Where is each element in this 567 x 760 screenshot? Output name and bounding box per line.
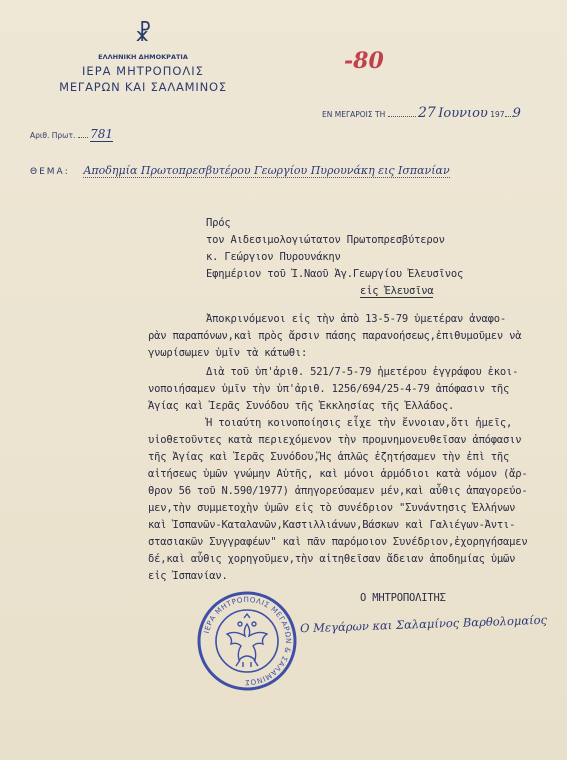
protocol-label: Αριθ. Πρωτ.	[30, 131, 76, 140]
body-line: Διὰ τοῦ ὑπ'ἀριθ. 521/7-5-79 ἡμετέρου ἐγγράφου ἐκοι-	[206, 366, 519, 378]
recipient-line: τον Αιδεσιμολογιώτατον Πρωτοπρεσβύτερον	[206, 234, 445, 246]
subject-label: ΘΕΜΑ:	[30, 167, 70, 177]
subject-text: Αποδημία Πρωτοπρεσβυτέρου Γεωργίου Πυρουνάκη εις Ισπανίαν	[83, 164, 450, 177]
body-line: δέ,καὶ αὖθις χορηγοῦμεν,τὴν αἰτηθεῖσαν ἄδειαν ἀποδημίας ὑμῶν	[148, 553, 516, 565]
body-line: καὶ Ἱσπανῶν-Καταλανῶν,Καστιλλιάνων,Βάσκων καὶ Γαλιέγων-Ἀντι-	[148, 519, 516, 531]
date-line	[322, 105, 521, 121]
protocol-number: 781	[90, 127, 114, 141]
body-line: στασιακῶν Συγγραφέων" καὶ πᾶν παρόμοιον Συνέδριον,ἐχορηγήσαμεν	[148, 536, 528, 548]
body-line: νοποιήσαμεν ὑμῖν τὴν ὑπ'ἀριθ. 1256/694/25-4-79 ἀπόφασιν τῆς	[148, 383, 510, 395]
chi-rho-icon: ☧	[134, 22, 152, 47]
file-number: -80	[344, 48, 384, 74]
body-line: μεν,τὴν συμμετοχὴν ὑμῶν εἰς τὸ συνέδριον "Συνάντησις Ἑλλήνων	[148, 502, 516, 514]
recipient-line: Πρός	[206, 217, 231, 229]
body-line: Ἁγίας καὶ Ἱερᾶς Συνόδου τῆς Ἐκκλησίας τῆς Ἑλλάδος.	[148, 400, 455, 412]
body-line: τῆς Ἁγίας καὶ Ἱερᾶς Συνόδου,Ἥς ἁπλῶς ἐζητήσαμεν τὴν ἐπὶ τῆς	[148, 451, 510, 463]
double-eagle-icon	[227, 614, 267, 667]
subject-line	[30, 164, 450, 177]
body-line: εἰς Ἱσπανίαν.	[148, 570, 228, 582]
date-month: Ιουνιου	[438, 106, 488, 121]
official-seal	[196, 590, 298, 692]
body-line: θρον 56 τοῦ Ν.590/1977) ἀπηγορεύσαμεν μέν,καὶ αὖθις ἀπαγορεύο-	[148, 485, 528, 497]
recipient-line: κ. Γεώργιον Πυρουνάκην	[206, 251, 341, 263]
body-line: Ἡ τοιαύτη κοινοποίησις εἶχε τὴν ἔννοιαν,ὅτι ἡμεῖς,	[206, 417, 513, 429]
signature-title: Ο ΜΗΤΡΟΠΟΛΙΤΗΣ	[360, 592, 446, 604]
body-line: γνωρίσωμεν ὑμῖν τὰ κάτωθι:	[148, 347, 308, 359]
place-label: ΕΝ ΜΕΓΑΡΟΙΣ ΤΗ	[322, 110, 386, 119]
body-line: ρὰν παραπόνων,καὶ πρὸς ἄρσιν πάσης παρανοήσεως,ἐπιθυμοῦμεν νὰ	[148, 330, 522, 342]
recipient-destination: εἰς Ἐλευσῖνα	[360, 285, 434, 297]
body-line: υἱοθετοῦντες κατὰ περιεχόμενον τὴν προμνημονευθεῖσαν ἀπόφασιν	[148, 434, 522, 446]
recipient-line: Εφημέριον τοῦ Ἱ.Ναοῦ Ἁγ.Γεωργίου Ἐλευσῖνος	[206, 268, 464, 280]
state-name: ΕΛΛΗΝΙΚΗ ΔΗΜΟΚΡΑΤΙΑ	[98, 53, 188, 61]
body-line: Ἀποκρινόμενοι εἰς τὴν ἀπὸ 13-5-79 ὑμετέραν ἀναφο-	[206, 313, 506, 325]
body-line: αἰτήσεως ὑμῶν γνώμην Αὐτῆς, καὶ μόνοι ἁρμόδιοι κατὰ νόμον (ἄρ-	[148, 468, 528, 480]
date-year-prefix: 197	[490, 110, 505, 119]
org-line1: ΙΕΡΑ ΜΗΤΡΟΠΟΛΙΣ	[82, 64, 204, 78]
handwritten-signature: Ο Μεγάρων και Σαλαμίνος Βαρθολομαίος	[299, 612, 548, 636]
seal-ring-text: ΙΕΡΑ ΜΗΤΡΟΠΟΛΙΣ ΜΕΓΑΡΩΝ & ΣΑΛΑΜΙΝΟΣ	[201, 594, 294, 688]
date-day: 27	[418, 105, 436, 121]
protocol-line	[30, 127, 113, 141]
date-year-suffix: 9	[512, 106, 521, 121]
org-line2: ΜΕΓΑΡΩΝ ΚΑΙ ΣΑΛΑΜΙΝΟΣ	[59, 80, 227, 94]
